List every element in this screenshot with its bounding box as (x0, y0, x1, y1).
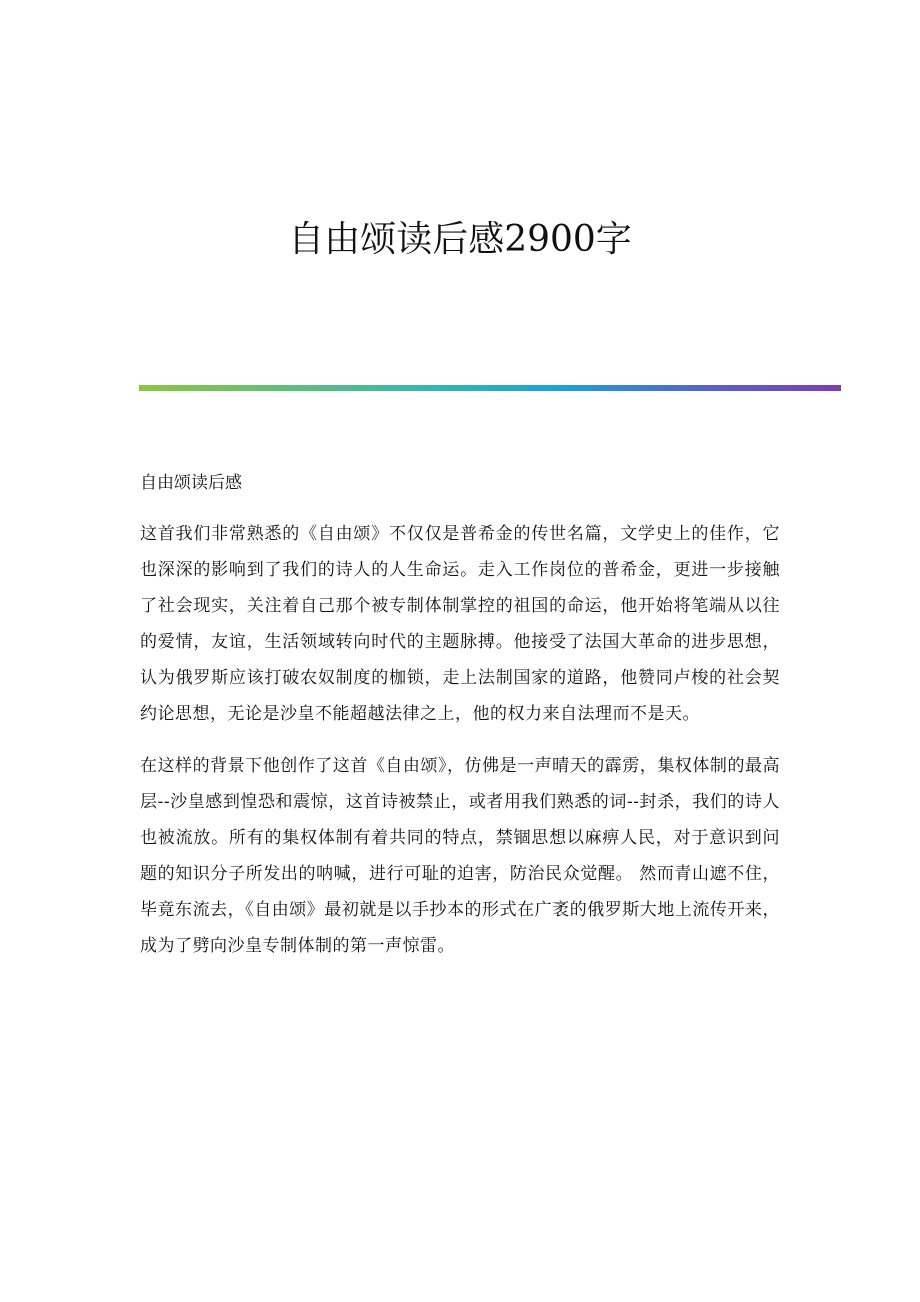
document-title: 自由颂读后感2900字 (288, 219, 632, 260)
paragraph-2: 在这样的背景下他创作了这首《自由颂》，仿佛是一声晴天的霹雳，集权体制的最高层--沙皇感到惶恐和震惊，这首诗被禁止，或者用我们熟悉的词--封杀，我们的诗人也被流放。所有的集权体制有着共同的特点，禁锢思想以麻痹人民，对于意识到问题的知识分子所发出的呐喊，进行可耻的迫害，防治民众觉醒。 然而青山遮不住，毕竟东流去，《自由颂》最初就是以手抄本的形式在广袤的俄罗斯大地上流传开来，成为了劈向沙皇专制体制的第一声惊雷。 (140, 756, 780, 956)
document-body (140, 466, 780, 980)
paragraph-1: 这首我们非常熟悉的《自由颂》不仅仅是普希金的传世名篇，文学史上的佳作，它也深深的影响到了我们的诗人的人生命运。走入工作岗位的普希金，更进一步接触了社会现实，关注着自己那个被专制体制掌控的祖国的命运，他开始将笔端从以往的爱情，友谊，生活领域转向时代的主题脉搏。他接受了法国大革命的进步思想，认为俄罗斯应该打破农奴制度的枷锁，走上法制国家的道路，他赞同卢梭的社会契约论思想，无论是沙皇不能超越法律之上，他的权力来自法理而不是天。 (140, 524, 780, 724)
gradient-divider (139, 385, 841, 391)
section-heading: 自由颂读后感 (140, 473, 242, 493)
